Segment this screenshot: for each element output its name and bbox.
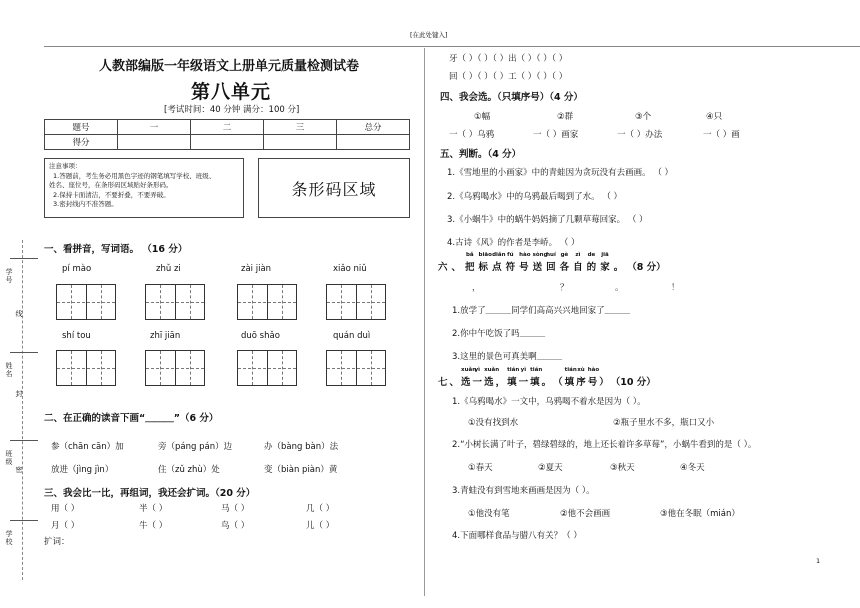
heading-char: gè 各: [559, 252, 570, 273]
expand-label: 扩词：: [44, 537, 70, 547]
score-table-header: 题号: [45, 120, 118, 135]
writing-grid[interactable]: [145, 350, 205, 386]
margin-label-name: 姓名: [5, 362, 13, 378]
heading-char: hào 号: [519, 252, 531, 273]
section4-heading: 四、我会选。（只填序号）（4 分）: [440, 92, 583, 103]
heading-char: tián 填: [564, 367, 577, 388]
pinyin-annotation: tián: [530, 367, 543, 373]
writing-grid[interactable]: [56, 284, 116, 320]
heading-char: sòng 送: [532, 252, 548, 273]
word-blank[interactable]: 几（ ）: [306, 504, 335, 514]
header-note: [在此处键入]: [410, 31, 448, 39]
notice-line: 3.密封线内不准答题。: [53, 200, 118, 208]
section7-heading: [438, 367, 656, 388]
word-blank[interactable]: 牛（ ）: [139, 521, 168, 531]
option: ②群: [557, 112, 574, 122]
pinyin-prompt: quán duì: [333, 331, 371, 341]
heading-char: 。: [541, 377, 552, 388]
score-cell[interactable]: [337, 135, 410, 150]
heading-char: bǎ 把: [465, 252, 475, 273]
reading-choice[interactable]: 放进（jìng jìn）: [51, 465, 114, 475]
judge-item[interactable]: 1.《雪地里的小画家》中的青蛙因为贪玩没有去画画。 （ ）: [447, 168, 674, 178]
section1-heading: 一、看拼音，写词语。 （16 分）: [44, 244, 188, 255]
pinyin-annotation: yì: [520, 367, 527, 373]
punct-item[interactable]: 3.这里的景色可真美啊＿＿＿: [452, 352, 563, 362]
question-2: 2.“小树长满了叶子，碧绿碧绿的，地上还长着许多草莓”，小蜗牛看到的是（ ）。: [452, 440, 757, 450]
pinyin-annotation: yì: [474, 367, 481, 373]
heading-char: hào 号: [587, 367, 600, 388]
heading-char: 。: [613, 262, 624, 273]
unit-title: 第八单元: [191, 81, 272, 103]
header-rule: [44, 46, 860, 47]
punctuation-mark: 。: [615, 283, 624, 293]
word-blank[interactable]: 半（ ）: [139, 504, 168, 514]
choice-option[interactable]: ③他在冬眠（mián）: [660, 509, 740, 519]
pinyin-prompt: zhī jiān: [150, 331, 181, 341]
pinyin-annotation: hào: [587, 367, 600, 373]
writing-grid[interactable]: [237, 350, 297, 386]
pinyin-prompt: pí mào: [62, 264, 92, 274]
heading-char: zì 自: [573, 252, 583, 273]
pinyin-annotation: fú: [507, 252, 514, 258]
choice-option[interactable]: ②他不会画画: [560, 509, 611, 519]
margin-label-line: 线: [15, 310, 23, 318]
pinyin-annotation: gè: [560, 252, 569, 258]
score-table-header: 一: [118, 120, 191, 135]
notice-box: [44, 158, 244, 218]
heading-char: de 的: [586, 252, 597, 273]
heading-char: ，: [495, 377, 506, 388]
notice-line: 1.答题前，考生务必用黑色字迹的钢笔填写学校、班级、: [53, 171, 216, 180]
score-table: [44, 119, 410, 150]
heading-char: jiā 家: [600, 252, 610, 273]
notice-line: 2.保持卡面清洁，不要折叠，不要弄破。: [53, 190, 170, 199]
writing-grid[interactable]: [145, 284, 205, 320]
score-cell[interactable]: [191, 135, 264, 150]
pinyin-annotation: xuǎn: [484, 367, 500, 373]
fill-item[interactable]: 一（ ）画家: [533, 130, 579, 140]
heading-char: diǎn 点: [492, 252, 506, 273]
heading-char: xuǎn 选: [484, 367, 500, 388]
question-1: 1.《乌鸦喝水》一文中，乌鸦喝不着水是因为（ ）。: [452, 397, 646, 407]
writing-grid[interactable]: [326, 350, 386, 386]
fill-item[interactable]: 一（ ）画: [703, 130, 740, 140]
pinyin-annotation: bǎ: [465, 252, 474, 258]
word-blank[interactable]: 儿（ ）: [306, 521, 335, 531]
punct-item[interactable]: 1.放学了＿＿＿同学们高高兴兴地回家了＿＿＿: [452, 306, 631, 316]
pinyin-annotation: de: [587, 252, 596, 258]
heading-char: （: [553, 377, 563, 388]
pinyin-annotation: hào: [519, 252, 531, 258]
score-table-header: 总分: [337, 120, 410, 135]
heading-char: xù 序: [576, 367, 586, 388]
heading-char: fú 符: [505, 252, 516, 273]
heading-char: 、: [449, 377, 460, 388]
margin-label-school: 学校: [5, 530, 13, 546]
pinyin-annotation: jiā: [601, 252, 609, 258]
choice-option[interactable]: ①没有找到水: [468, 418, 519, 428]
margin-blank[interactable]: [10, 440, 38, 441]
binding-line: [22, 240, 23, 580]
judge-item[interactable]: 4.古诗《风》的作者是李峤。 （ ）: [447, 238, 580, 248]
option: ③个: [635, 112, 652, 122]
pinyin-annotation: sòng: [532, 252, 548, 258]
word-blank[interactable]: 用（ ）: [51, 504, 80, 514]
punctuation-mark: ！: [671, 283, 680, 293]
reading-choice[interactable]: 办（bàng bàn）法: [264, 442, 339, 452]
reading-choice[interactable]: 参（chān cān）加: [51, 442, 124, 452]
section6-score: （8 分）: [627, 262, 666, 273]
question-4: 4.下面哪样食品与腊八有关？（ ）: [452, 531, 582, 541]
heading-char: biāo 标: [478, 252, 492, 273]
question-3: 3.青蛙没有到雪地来画画是因为（ ）。: [452, 486, 595, 496]
heading-char: tián 填: [507, 367, 520, 388]
center-divider: [424, 48, 425, 596]
heading-char: 、: [451, 262, 462, 273]
fill-item[interactable]: 一（ ）乌鸦: [449, 130, 495, 140]
pinyin-prompt: zài jiàn: [241, 264, 272, 274]
notice-title: 注意事项：: [49, 162, 82, 170]
exam-info: [考试时间：40 分钟 满分：100 分]: [164, 105, 300, 115]
section7-score: （10 分）: [610, 377, 656, 388]
judge-item[interactable]: 2.《乌鸦喝水》中的乌鸦最后喝到了水。 （ ）: [447, 192, 623, 202]
reading-choice[interactable]: 旁（páng pán）边: [158, 442, 233, 452]
punctuation-mark: ？: [560, 283, 569, 293]
exam-title: 人教部编版一年级语文上册单元质量检测试卷: [99, 59, 360, 74]
heading-char: 六: [438, 262, 448, 273]
barcode-area: 条形码区域: [258, 158, 410, 218]
notice-line: 姓名、座位号，在条形码区域贴好条形码。: [49, 181, 173, 189]
pinyin-prompt: xiǎo niǔ: [333, 264, 367, 274]
section3-heading: 三、我会比一比，再组词，我还会扩词。（20 分）: [44, 488, 256, 499]
pinyin-annotation: huí: [546, 252, 556, 258]
pinyin-prompt: shí tou: [62, 331, 91, 341]
score-row-label: 得分: [45, 135, 118, 150]
option: ①幅: [474, 112, 491, 122]
writing-grid[interactable]: [326, 284, 386, 320]
margin-label-class: 班级: [5, 450, 13, 466]
score-cell[interactable]: [264, 135, 337, 150]
choice-option[interactable]: ②瓶子里水不多，瓶口又小: [613, 418, 715, 428]
margin-label-student-id: 学号: [5, 268, 13, 284]
choice-option[interactable]: ②夏天: [538, 463, 563, 473]
heading-char: xuǎn 选: [461, 367, 477, 388]
word-blank[interactable]: 月（ ）: [51, 521, 80, 531]
heading-char: tián 填: [530, 367, 543, 388]
heading-char: 七: [438, 377, 448, 388]
page-number: 1: [816, 557, 821, 565]
section6-heading: [438, 252, 666, 273]
pinyin-prompt: zhǔ zi: [156, 264, 181, 274]
heading-char: ）: [599, 377, 609, 388]
choice-option[interactable]: ④冬天: [680, 463, 705, 473]
pinyin-prompt: duō shǎo: [241, 331, 280, 341]
option: ④只: [706, 112, 723, 122]
fill-item[interactable]: 一（ ）办法: [617, 130, 663, 140]
choice-option[interactable]: ③秋天: [610, 463, 635, 473]
reading-choice[interactable]: 住（zǔ zhù）处: [158, 465, 220, 475]
pinyin-annotation: tián: [564, 367, 577, 373]
score-table-header: 二: [191, 120, 264, 135]
heading-char: yì 一: [472, 367, 483, 388]
punct-item[interactable]: 2.你中午吃饭了吗＿＿＿: [452, 329, 546, 339]
writing-grid[interactable]: [56, 350, 116, 386]
choice-option[interactable]: ①他没有笔: [468, 509, 510, 519]
pinyin-annotation: diǎn: [492, 252, 506, 258]
section2-heading: 二、在正确的读音下画“＿＿＿”（6 分）: [44, 413, 219, 424]
choice-option[interactable]: ①春天: [468, 463, 493, 473]
judge-item[interactable]: 3.《小蜗牛》中的蜗牛妈妈摘了几颗草莓回家。 （ ）: [447, 215, 648, 225]
pinyin-annotation: biāo: [478, 252, 492, 258]
pinyin-annotation: tián: [507, 367, 520, 373]
reading-choice[interactable]: 变（biàn piàn）黄: [264, 465, 338, 475]
score-cell[interactable]: [118, 135, 191, 150]
pinyin-annotation: xù: [577, 367, 585, 373]
heading-char: yì 一: [518, 367, 529, 388]
pinyin-annotation: zì: [575, 252, 581, 258]
score-table-header: 三: [264, 120, 337, 135]
margin-label-secret: 密: [15, 466, 23, 474]
margin-blank[interactable]: [10, 352, 38, 353]
word-blank[interactable]: 马（ ）: [221, 504, 250, 514]
margin-blank[interactable]: [10, 258, 38, 259]
margin-label-seal: 封: [15, 390, 23, 398]
compare-row[interactable]: 牙（ ）（ ）（ ）出（ ）（ ）（ ）: [449, 54, 568, 64]
heading-char: huí 回: [546, 252, 556, 273]
section5-heading: 五、判断。（4 分）: [440, 149, 522, 160]
pinyin-annotation: xuǎn: [461, 367, 477, 373]
compare-row[interactable]: 回（ ）（ ）（ ）工（ ）（ ）（ ）: [449, 72, 568, 82]
word-blank[interactable]: 鸟（ ）: [221, 521, 250, 531]
margin-blank[interactable]: [10, 520, 38, 521]
punctuation-mark: ，: [472, 283, 481, 293]
writing-grid[interactable]: [237, 284, 297, 320]
